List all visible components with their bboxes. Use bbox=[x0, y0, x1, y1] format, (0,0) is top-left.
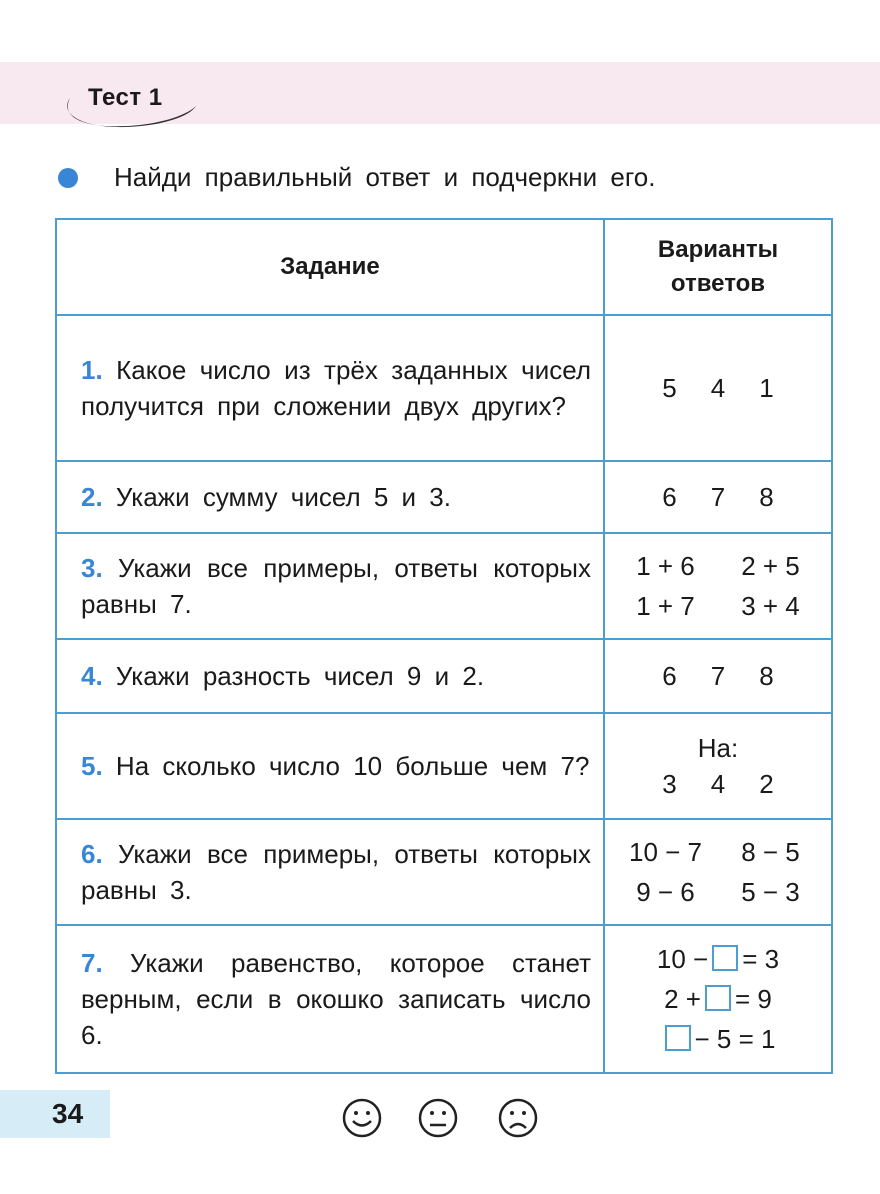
question-text: Укажи равенство, которое станет верным, если в окошко записать число 6. bbox=[81, 948, 591, 1050]
option[interactable]: 6 bbox=[662, 661, 677, 691]
option-equation[interactable] bbox=[613, 939, 823, 979]
option[interactable]: 9 − 6 bbox=[636, 877, 695, 907]
answer-options bbox=[604, 639, 832, 713]
option[interactable]: 6 bbox=[662, 482, 677, 512]
table-row bbox=[56, 639, 832, 713]
instruction bbox=[58, 162, 655, 193]
bullet-icon bbox=[58, 168, 78, 188]
question bbox=[56, 925, 604, 1073]
question bbox=[56, 315, 604, 461]
option[interactable]: 2 + 5 bbox=[741, 551, 800, 581]
smiley-neutral-icon[interactable] bbox=[418, 1098, 458, 1138]
option[interactable]: 7 bbox=[710, 661, 726, 691]
equation-right: = 9 bbox=[735, 984, 772, 1014]
option[interactable]: 1 bbox=[759, 373, 774, 403]
option[interactable]: 5 bbox=[662, 373, 677, 403]
page-number: 34 bbox=[0, 1090, 110, 1138]
question-text: На сколько число 10 больше чем 7? bbox=[115, 751, 590, 781]
question-number: 6. bbox=[81, 839, 103, 869]
question-text: Укажи разность чисел 9 и 2. bbox=[115, 661, 485, 691]
option-equation[interactable] bbox=[613, 1019, 823, 1059]
option[interactable]: 1 + 7 bbox=[636, 591, 695, 621]
table-row bbox=[56, 461, 832, 533]
question bbox=[56, 713, 604, 819]
question-text: Какое число из трёх заданных чисел получится при сложении двух других? bbox=[81, 355, 591, 421]
option-equation[interactable] bbox=[613, 979, 823, 1019]
test-label: Тест 1 bbox=[88, 84, 163, 111]
option[interactable]: 5 − 3 bbox=[741, 877, 800, 907]
smiley-sad-icon[interactable] bbox=[498, 1098, 538, 1138]
option[interactable]: 7 bbox=[710, 482, 726, 512]
question bbox=[56, 819, 604, 925]
question bbox=[56, 639, 604, 713]
question-text: Укажи все примеры, ответы которых равны 3. bbox=[81, 839, 591, 905]
question bbox=[56, 533, 604, 639]
option[interactable]: 3 bbox=[662, 769, 677, 799]
option[interactable]: 2 bbox=[759, 769, 774, 799]
option[interactable]: 4 bbox=[710, 769, 726, 799]
question-number: 7. bbox=[81, 948, 103, 978]
answer-options bbox=[604, 461, 832, 533]
question-number: 1. bbox=[81, 355, 103, 385]
equation-left: 10 − bbox=[656, 944, 709, 974]
blank-box-icon bbox=[712, 945, 738, 971]
answer-options bbox=[604, 315, 832, 461]
question-number: 4. bbox=[81, 661, 103, 691]
question-number: 2. bbox=[81, 482, 103, 512]
question-text: Укажи сумму чисел 5 и 3. bbox=[115, 482, 451, 512]
table-row bbox=[56, 819, 832, 925]
answer-options bbox=[604, 925, 832, 1073]
blank-box-icon bbox=[705, 985, 731, 1011]
table-row bbox=[56, 533, 832, 639]
option[interactable]: 8 − 5 bbox=[741, 837, 800, 867]
equation-left: 2 + bbox=[664, 984, 701, 1014]
answer-options bbox=[604, 713, 832, 819]
header-task: Задание bbox=[56, 219, 604, 315]
option[interactable]: 1 + 6 bbox=[636, 551, 695, 581]
equation-right: = 3 bbox=[742, 944, 780, 974]
smiley-happy-icon[interactable] bbox=[342, 1098, 382, 1138]
instruction-text: Найди правильный ответ и подчеркни его. bbox=[114, 162, 656, 192]
table-row bbox=[56, 713, 832, 819]
table-row bbox=[56, 315, 832, 461]
answer-options bbox=[604, 533, 832, 639]
question-text: Укажи все примеры, ответы которых равны 7. bbox=[81, 553, 591, 619]
question-number: 3. bbox=[81, 553, 103, 583]
task-table bbox=[55, 218, 833, 1074]
answer-prefix: На: bbox=[697, 733, 739, 763]
answer-options bbox=[604, 819, 832, 925]
option[interactable]: 10 − 7 bbox=[628, 837, 702, 867]
table-header bbox=[56, 219, 832, 315]
option[interactable]: 8 bbox=[759, 482, 774, 512]
header-answers: Варианты ответов bbox=[604, 219, 832, 315]
equation-right: − 5 = 1 bbox=[694, 1024, 776, 1054]
question bbox=[56, 461, 604, 533]
blank-box-icon bbox=[665, 1025, 691, 1051]
option[interactable]: 8 bbox=[759, 661, 774, 691]
option[interactable]: 3 + 4 bbox=[741, 591, 800, 621]
table-row bbox=[56, 925, 832, 1073]
option[interactable]: 4 bbox=[710, 373, 726, 403]
question-number: 5. bbox=[81, 751, 103, 781]
